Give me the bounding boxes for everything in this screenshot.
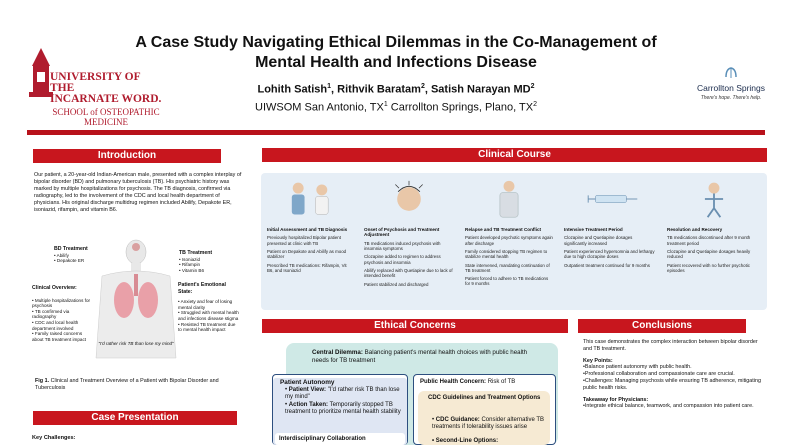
course-card-title: Relapse and TB Treatment Conflict — [465, 227, 542, 232]
key-point: •Professional collaboration and compassionate care are crucial. — [583, 371, 735, 378]
patient-quote: "I'd rather risk TB than lose my mind" — [98, 341, 174, 346]
course-card-1 — [264, 176, 356, 306]
patient-autonomy-title: Patient Autonomy — [280, 379, 335, 386]
tb-treatment-title: TB Treatment — [179, 250, 213, 256]
affiliation: Carrollton Springs, Plano, TX — [390, 101, 534, 114]
uiw-logo-text: UNIVERSITY OF THE INCARNATE WORD. SCHOOL of OSTEOPATHIC MEDICINE — [50, 71, 162, 127]
course-card-line: Patient stabilized and discharged — [364, 281, 429, 287]
author-name: Satish Narayan MD — [430, 83, 531, 96]
central-dilemma: Central Dilemma: Balancing patient's mental health choices with public health needs for TB treatment — [312, 349, 528, 364]
key-challenges-label: Key Challenges: — [32, 435, 76, 441]
distressed-head-icon — [364, 179, 454, 219]
figure-caption — [35, 378, 240, 392]
bd-treatment-title: BD Treatment — [54, 246, 88, 252]
action-taken: • Action Taken: Temporarily stopped TB treatment to prioritize mental health stability — [285, 402, 401, 415]
course-card-5 — [664, 176, 764, 306]
second-line-options: • Second-Line Options: — [432, 438, 499, 444]
course-card-title: Resolution and Recovery — [667, 227, 723, 232]
course-card-2 — [361, 176, 457, 306]
caption-label: Fig 1. — [35, 378, 50, 384]
ethical-concerns-heading: Ethical Concerns — [262, 319, 568, 333]
course-card-line: State intervened, mandating continuation of TB treatment — [465, 262, 550, 273]
key-points-title: Key Points: — [583, 357, 613, 364]
takeaway-title: Takeaway for Physicians: — [583, 396, 649, 403]
affiliation: UIWSOM San Antonio, TX — [255, 101, 384, 114]
conclusions-heading: Conclusions — [578, 319, 746, 333]
case-presentation-heading: Case Presentation — [33, 411, 237, 425]
carrollton-springs-logo: Carrollton Springs There's hope. There's help. — [690, 66, 772, 101]
clinical-item: • CDC and local health department involved — [32, 319, 79, 331]
clinical-item: • TB confirmed via radiography — [32, 308, 70, 320]
author-name: Lohith Satish — [257, 83, 328, 96]
tb-item: • Rifampin — [179, 262, 201, 268]
course-card-line: Previously hospitalized Bipolar patient presented at clinic with TB — [267, 235, 341, 246]
tb-item: • Isoniazid — [179, 256, 201, 262]
clinical-course-heading: Clinical Course — [262, 148, 767, 162]
title-line-1: A Case Study Navigating Ethical Dilemmas in the Co-Management of — [135, 34, 657, 51]
patient-gown-icon — [465, 179, 553, 219]
recovery-icon — [667, 179, 761, 219]
collaboration-title: Interdisciplinary Collaboration — [279, 436, 366, 442]
caption-text: Clinical and Treatment Overview of a Patient with Bipolar Disorder and Tuberculosis — [35, 378, 219, 391]
course-card-line: Clozapine and Quetiapine dosages significantly increased — [564, 235, 633, 246]
tb-item: • Vitamin B6 — [179, 267, 205, 273]
course-card-line: Prescribed TB medications: Rifampin, Vit B6, and Isoniazid — [267, 262, 347, 273]
conclusions-text — [583, 339, 763, 410]
bd-item: • Depakote ER — [54, 258, 85, 264]
poster-title — [90, 33, 702, 73]
emotional-item: • Resisted TB treatment due to mental health impact — [178, 321, 236, 333]
cdc-guidelines-title: CDC Guidelines and Treatment Options — [428, 395, 541, 401]
key-point: •Balance patient autonomy with public health. — [583, 364, 692, 371]
bd-item: • Abilify — [54, 252, 69, 258]
emotional-item: • Struggled with mental health and infections disease stigma — [178, 310, 239, 321]
course-card-line: Patient forced to adhere to TB medications for 9 months — [465, 276, 549, 287]
introduction-heading: Introduction — [33, 149, 221, 163]
course-card-title: Intensive Treatment Period — [564, 227, 623, 232]
figure-1 — [30, 238, 242, 373]
cdc-guidance: • CDC Guidance: Consider alternative TB treatments if tolerability issues arise — [432, 417, 545, 430]
course-card-line: Abilify replaced with Quetiapine due to lack of intended benefit — [364, 268, 453, 279]
leaf-icon — [724, 67, 738, 79]
clinical-overview-title: Clinical Overview: — [32, 285, 77, 291]
clinical-item: • Multiple hospitalizations for psychosis — [32, 297, 91, 309]
header-divider — [27, 130, 765, 135]
course-card-line: Patient developed psychotic symptoms again after discharge — [465, 235, 553, 246]
course-card-line: Family considered stopping TB regimen to stabilize mental health — [465, 249, 548, 260]
syringe-icon — [564, 179, 656, 219]
course-card-line: TB medications discontinued after 9 month treatment period — [667, 235, 751, 246]
author-list: Lohith Satish$^1$, Rithvik Baratam$^2$, Satish Narayan $MD^2$ — [257, 83, 535, 96]
course-card-4 — [561, 176, 659, 306]
course-card-3 — [462, 176, 556, 306]
key-point: •Challenges: Managing psychosis while ensuring TB adherence, mitigating public health risks. — [583, 377, 761, 391]
course-card-line: Outpatient treatment continued for 9 months — [564, 262, 650, 268]
emotional-state-title: Patient's Emotional State: — [178, 282, 226, 295]
doctor-patient-icon — [267, 179, 353, 219]
conclusion-intro: This case demonstrates the complex interaction between bipolar disorder and TB treatment. — [583, 339, 758, 352]
emotional-item: • Anxiety and fear of losing mental clarity — [178, 299, 233, 310]
course-card-line: Clozapine and Quetiapine dosages heavily reduced — [667, 249, 751, 260]
course-card-title: Onset of Psychosis and Treatment Adjustment — [364, 227, 440, 238]
course-card-line: Clozapine added to regimen to address psychosis and insomnia — [364, 254, 441, 265]
introduction-text: Our patient, a 20-year-old Indian-American male, presented with a complex interplay of bipolar disorder (BD) and pulmonary tuberculosis (TB). His psychiatric history was marked by multiple hospitalizations for psychosis. The TB diagnosis, confirmed via radiography, led to the involvement of the CDC and local health department of physicians. His original discharge multidrug regimen included Abilify, Depakote ER, isoniazid, rifampin, and vitamin B6. — [34, 172, 242, 213]
affiliation-list: UIWSOM San Antonio, $TX^1$ Carrollton Springs, Plano, $TX^2$ — [255, 101, 537, 114]
course-card-title: Initial Assessment and TB Diagnosis — [267, 227, 348, 232]
course-card-line: Patient recovered with no further psychotic episodes — [667, 262, 750, 273]
course-card-line: Patient on Depakote and Abilify as mood stabilizer — [267, 249, 347, 260]
patient-view: • Patient View: "I'd rather risk TB than lose my mind" — [285, 387, 400, 400]
course-card-line: TB medications induced psychosis with insomnia symptoms — [364, 240, 441, 252]
author-name: Rithvik Baratam — [337, 83, 421, 96]
title-line-2: Mental Health and Infections Disease — [255, 54, 537, 71]
public-health-concern: Public Health Concern: Risk of TB — [420, 379, 516, 385]
course-card-line: Patient experienced hypersomnia and lethargy due to high clozapine doses — [564, 249, 655, 260]
takeaway-item: •Integrate ethical balance, teamwork, and compassion into patient care. — [583, 403, 754, 410]
clinical-item: • Family raised concerns about TB treatment impact — [32, 331, 87, 342]
